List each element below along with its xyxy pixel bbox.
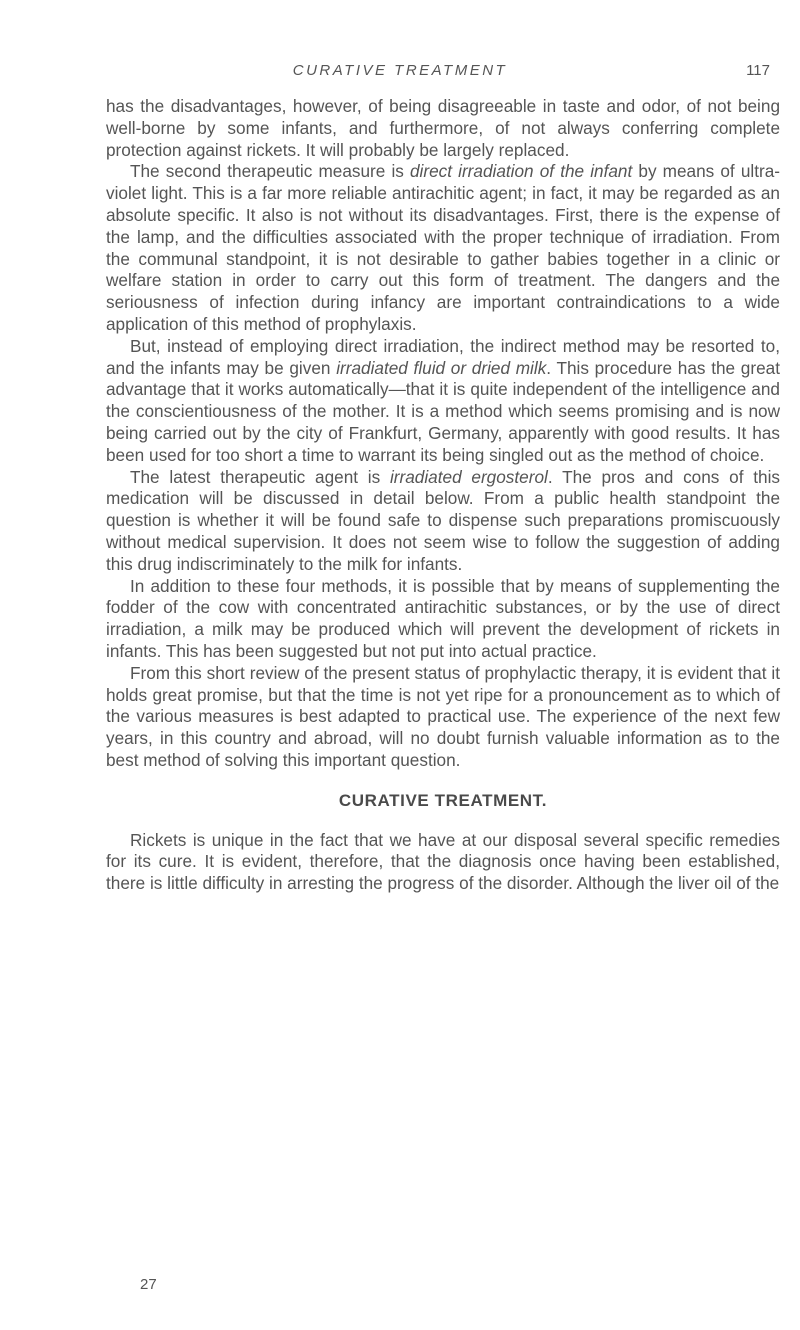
italic-phrase: irradiated fluid or dried milk [336, 357, 547, 378]
italic-phrase: irradiated ergosterol [389, 466, 548, 487]
closing-paragraph: Rickets is unique in the fact that we have at our disposal several specific remedies for its cure. It is evident, therefore, that the diagnosis once having been established, there is little difficulty in arresting the progress of the disorder. Although the liver oil of the [106, 829, 780, 894]
running-title: CURATIVE TREATMENT [292, 62, 508, 79]
text-run: In addition to these four methods, it is possible that by means of supplementing the fodder of the cow with concentrated antirachitic substances, or by the use of direct irradiation, a milk may be produced which will prevent the development of rickets in infants. This has been suggested but not put into actual practice. [106, 575, 780, 661]
running-head [0, 62, 788, 86]
section-heading: CURATIVE TREATMENT. [338, 790, 548, 810]
paragraph [106, 576, 780, 663]
text-run: . This procedure has the great advantage that it works automatically—that it is quite independent of the intelligence and the conscientiousness of the mother. It is a method which seems promising and is now being carried out by the city of Frankfurt, Germany, apparently with good results. It has been used for too short a time to warrant its being singled out as the method of choice. [106, 357, 780, 465]
paragraph [106, 663, 780, 772]
text-run: . The pros and cons of this medication will be discussed in detail below. From a public health standpoint the question is whether it will be found safe to dispense such preparations promiscuously without medical supervision. It does not seem wise to follow the suggestion of adding this drug indiscriminately to the milk for infants. [106, 466, 781, 574]
paragraphs [106, 96, 780, 772]
paragraph [106, 96, 780, 161]
text-run: The latest therapeutic agent is [130, 466, 390, 487]
italic-phrase: direct irradiation of the infant [409, 161, 633, 182]
paragraph [106, 336, 780, 467]
paragraph [106, 161, 780, 335]
paragraph [106, 467, 780, 576]
page-number: 117 [746, 62, 770, 79]
text-run: by means of ultra-violet light. This is a far more reliable antirachitic agent; in fact, it may be regarded as an absolute specific. It also is not without its disadvantages. First, there is the expense of the lamp, and the difficulties associated with the proper technique of irradiation. From the communal standpoint, it is not desirable to gather babies together in a clinic or welfare station in order to carry out this form of treatment. The dangers and the seriousness of infection during infancy are important contraindications to a wide application of this method of prophylaxis. [106, 161, 780, 334]
text-run: From this short review of the present status of prophylactic therapy, it is evident that it holds great promise, but that the time is not yet ripe for a pronouncement as to which of the various measures is best adapted to practical use. The experience of the next few years, in this country and abroad, will no doubt furnish valuable information as to the best method of solving this important question. [106, 662, 780, 770]
signature-mark: 27 [140, 1276, 157, 1293]
text-run: The second therapeutic measure is [130, 161, 410, 182]
body-text [106, 96, 780, 895]
text-run: But, instead of employing direct irradiation, the indirect method may be resorted to, and the infants may be given [106, 335, 780, 378]
text-run: has the disadvantages, however, of being disagreeable in taste and odor, of not being well-borne by some infants, and furthermore, of not always conferring complete protection against rickets. It will probably be largely replaced. [106, 96, 780, 160]
